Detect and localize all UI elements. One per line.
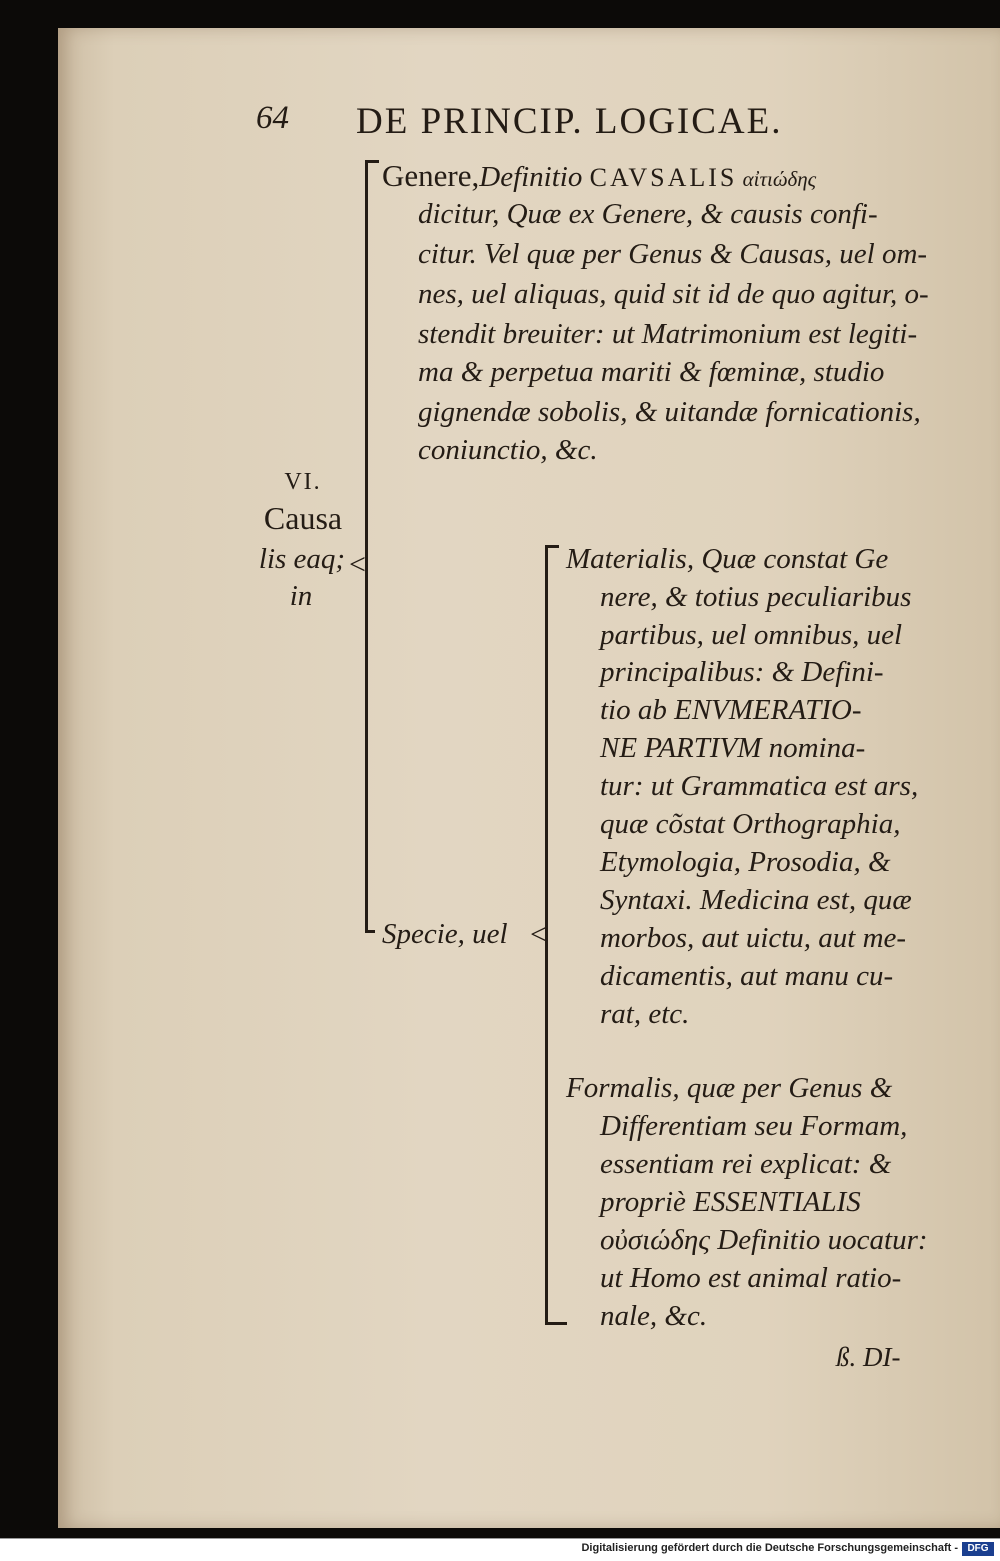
genere-line-7: gignendæ sobolis, & uitandæ fornicationis, [418,396,921,428]
materialis-line-12: dicamentis, aut manu cu- [600,960,894,992]
formalis-line-4: propriè ESSENTIALIS [600,1186,861,1218]
formalis-line-3: essentiam rei explicat: & [600,1148,892,1180]
formalis-line-1: Formalis, quæ per Genus & [566,1072,893,1104]
genere-line-2: dicitur, Quæ ex Genere, & causis confi- [418,198,878,230]
materialis-line-7: tur: ut Grammatica est ars, [600,770,919,802]
side-numeral: VI. [284,469,322,495]
inner-brace-top [545,545,559,548]
genere-line-6: ma & perpetua mariti & fœminæ, studio [418,356,885,388]
materialis-line-13: rat, etc. [600,998,690,1030]
materialis-line-8: quæ cõstat Orthographia, [600,808,901,840]
outer-brace-bottom [365,930,375,933]
side-word-causa: Causa [263,500,343,536]
digitization-footer [0,1538,1000,1561]
inner-brace-bottom [545,1322,567,1325]
materialis-line-11: morbos, aut uictu, aut me- [600,922,907,954]
genere-line-5: stendit breuiter: ut Matrimonium est legiti- [418,318,918,350]
formalis-line-5: οὐσιώδης Definitio uocatur: [600,1224,928,1256]
page-number: 64 [256,100,289,136]
genere-line-3: citur. Vel quæ per Genus & Causas, uel om- [418,238,928,270]
genere-line-8: coniunctio, &c. [418,434,598,466]
catchword: ß. DI- [836,1342,901,1372]
outer-brace-bar [365,160,368,933]
dfg-logo-icon: DFG [962,1542,994,1556]
genere-line-4: nes, uel aliquas, quid sit id de quo agitur, o- [418,278,929,310]
formalis-line-2: Differentiam seu Formam, [600,1110,908,1142]
outer-brace-top [365,160,379,163]
materialis-line-2: nere, & totius peculiaribus [600,581,912,613]
materialis-line-1: Materialis, Quæ constat Ge [566,543,889,575]
inner-brace-point: < [530,918,547,951]
materialis-line-6: NE PARTIVM nomina- [600,732,866,764]
formalis-line-6: ut Homo est animal ratio- [600,1262,902,1294]
side-word-lis: lis eaq; [258,543,346,575]
running-head: DE PRINCIP. LOGICAE. [356,101,783,142]
genere-line-1: Genere,Definitio CAVSALIS αἰτιώδης [382,158,817,193]
materialis-line-9: Etymologia, Prosodia, & [600,846,891,878]
specie-label: Specie, uel [382,918,508,950]
materialis-line-4: principalibus: & Defini- [600,656,884,688]
footer-credit: Digitalisierung gefördert durch die Deutsche Forschungsgemeinschaft - [581,1542,958,1554]
formalis-line-7: nale, &c. [600,1300,708,1332]
side-word-in: in [289,580,313,612]
materialis-line-5: tio ab ENVMERATIO- [600,694,862,726]
outer-brace-point: < [349,548,366,581]
materialis-line-3: partibus, uel omnibus, uel [600,619,903,651]
materialis-line-10: Syntaxi. Medicina est, quæ [600,884,912,916]
